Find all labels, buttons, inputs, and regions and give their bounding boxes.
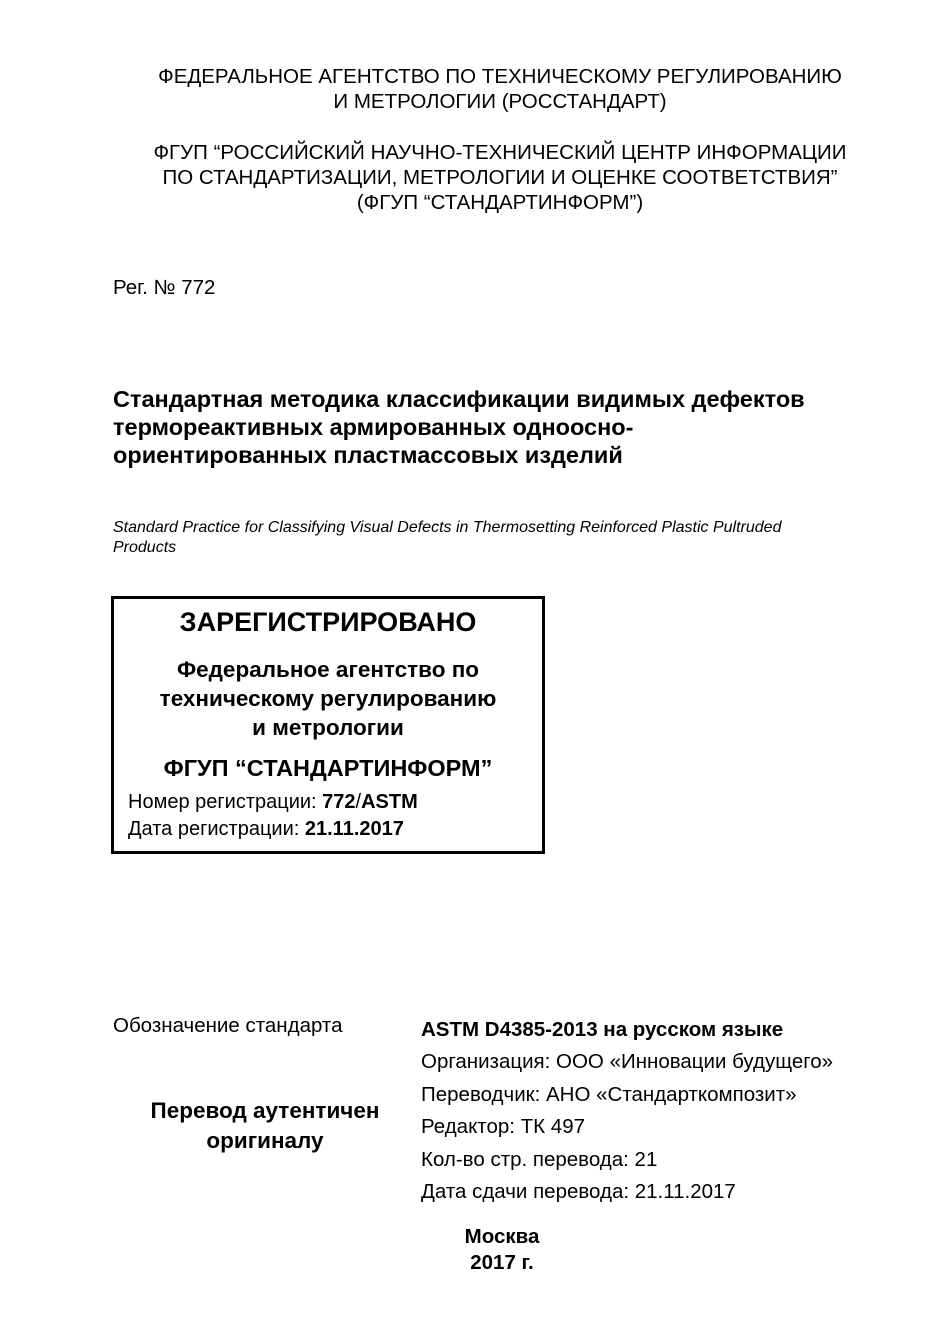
agency-line-1: ФЕДЕРАЛЬНОЕ АГЕНТСТВО ПО ТЕХНИЧЕСКОМУ РЕГУЛИРОВАНИЮ: [158, 65, 842, 88]
standard-designation-label: Обозначение стандарта: [113, 1014, 343, 1037]
standard-editor: Редактор: ТК 497: [421, 1115, 585, 1138]
registration-number: Рег. № 772: [113, 276, 216, 299]
org-line-3: (ФГУП “СТАНДАРТИНФОРМ”): [356, 191, 644, 214]
title-ru-line-1: Стандартная методика классификации видимых дефектов: [113, 386, 805, 412]
agency-header: [100, 64, 900, 114]
authentic-line-1: Перевод аутентичен: [150, 1098, 380, 1123]
document-title-en: [113, 518, 893, 558]
org-line-1: ФГУП “РОССИЙСКИЙ НАУЧНО-ТЕХНИЧЕСКИЙ ЦЕНТР ИНФОРМАЦИИ: [153, 141, 847, 164]
stamp-organization: ФГУП “СТАНДАРТИНФОРМ”: [163, 755, 493, 781]
agency-line-2: И МЕТРОЛОГИИ (РОССТАНДАРТ): [333, 90, 667, 113]
standard-organization: Организация: ООО «Инновации будущего»: [421, 1050, 834, 1073]
publication-place-year: [430, 1224, 574, 1276]
standard-designation: ASTM D4385-2013 на русском языке: [421, 1018, 784, 1041]
stamp-reg-number-value: 772: [322, 791, 356, 813]
stamp-heading: ЗАРЕГИСТРИРОВАНО: [179, 607, 477, 637]
stamp-reg-date: [128, 818, 404, 841]
stamp-reg-date-label: Дата регистрации:: [128, 818, 305, 840]
stamp-reg-number: [128, 791, 418, 814]
title-ru-line-3: ориентированных пластмассовых изделий: [113, 442, 623, 468]
stamp-agency-line-3: и метрологии: [252, 715, 404, 740]
stamp-reg-number-suffix: ASTM: [361, 791, 418, 813]
stamp-reg-number-separator: /: [355, 791, 362, 813]
authentic-translation-note: [120, 1096, 410, 1156]
publication-year: 2017 г.: [470, 1251, 534, 1274]
stamp-agency-line-2: техническому регулированию: [159, 686, 497, 711]
organization-header: [100, 140, 900, 215]
title-ru-line-2: термореактивных армированных одноосно-: [113, 414, 634, 440]
stamp-agency: [114, 655, 542, 742]
registration-stamp: [111, 596, 545, 854]
standard-translator: Переводчик: АНО «Стандарткомпозит»: [421, 1083, 797, 1106]
standard-delivery-date: Дата сдачи перевода: 21.11.2017: [421, 1180, 736, 1203]
authentic-line-2: оригиналу: [206, 1128, 324, 1153]
standard-page-count: Кол-во стр. перевода: 21: [421, 1148, 658, 1171]
publication-city: Москва: [464, 1225, 540, 1248]
document-title-ru: [113, 385, 903, 469]
title-en-line-2: Products: [113, 539, 177, 556]
stamp-reg-number-label: Номер регистрации:: [128, 791, 323, 813]
stamp-agency-line-1: Федеральное агентство по: [176, 657, 480, 682]
title-en-line-1: Standard Practice for Classifying Visual Defects in Thermosetting Reinforced Plastic Pultruded: [113, 519, 782, 536]
org-line-2: ПО СТАНДАРТИЗАЦИИ, МЕТРОЛОГИИ И ОЦЕНКЕ СООТВЕТСТВИЯ”: [162, 166, 838, 189]
stamp-reg-date-value: 21.11.2017: [304, 818, 404, 840]
